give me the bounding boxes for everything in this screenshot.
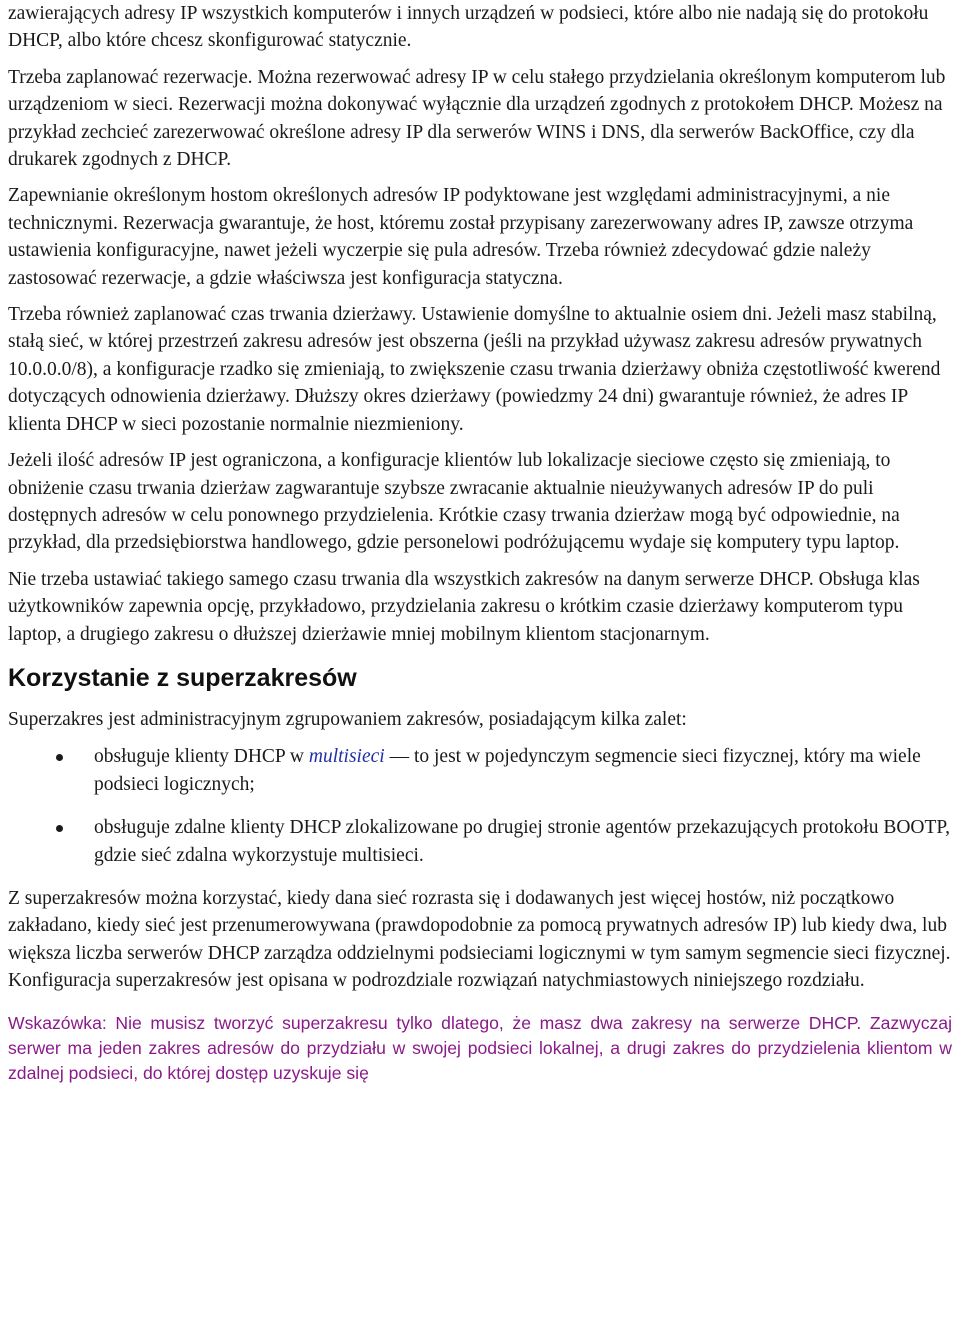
paragraph-superscope-usage: Z superzakresów można korzystać, kiedy dana sieć rozrasta się i dodawanych jest więcej hostów, niż początkowo zakładano, kiedy sieć jest przenumerowywana (prawdopodobnie za pomocą prywatnych adresów IP) lub kiedy dwa, lub większa liczba serwerów DHCP zarządza oddzielnymi podsieciami logicznymi w tym samym segmencie sieci fizycznej. Konfiguracja superzakresów jest opisana w podrozdziale rozwiązań natychmiastowych niniejszego rozdziału.: [8, 887, 951, 992]
paragraph-user-classes: Nie trzeba ustawiać takiego samego czasu trwania dla wszystkich zakresów na danym serwerze DHCP. Obsługa klas użytkowników zapewnia opcję, przykładowo, przydzielania zakresu o krótkim czasie dzierżawy komputerom typu laptop, a drugiego zakresu o dłuższej dzierżawie mniej mobilnym klientom stacjonarnym.: [8, 568, 920, 645]
bullet-icon: [56, 825, 63, 832]
section-intro: Superzakres jest administracyjnym zgrupowaniem zakresów, posiadającym kilka zalet:: [8, 708, 687, 730]
paragraph-continuation: zawierających adresy IP wszystkich komputerów i innych urządzeń w podsieci, które albo nie nadają się do protokołu DHCP, albo które chcesz skonfigurować statycznie.: [8, 3, 929, 52]
paragraph-limited-addresses: Jeżeli ilość adresów IP jest ograniczona, a konfiguracje klientów lub lokalizacje sieciowe często się zmieniają, to obniżenie czasu trwania dzierżaw zagwarantuje szybsze zwracanie aktualnie nieużywanych adresów IP do puli dostępnych adresów w celu ponownego przydzielenia. Krótkie czasy trwania dzierżaw mogą być odpowiednie, na przykład, dla przedsiębiorstwa handlowego, gdzie personelowi podróżującemu wydaje się komputery typu laptop.: [8, 450, 900, 554]
list-item: [8, 743, 952, 798]
multisieci-term-link[interactable]: multisieci: [308, 746, 385, 768]
list-item-text: obsługuje zdalne klienty DHCP zlokalizowane po drugiej stronie agentów przekazujących protokołu BOOTP, gdzie sieć zdalna wykorzystuje multisieci.: [94, 817, 950, 866]
paragraph-lease-duration: Trzeba również zaplanować czas trwania dzierżawy. Ustawienie domyślne to aktualnie osiem dni. Jeżeli masz stabilną, stałą sieć, w której przestrzeń zakresu adresów jest obszerna (jeśli na przykład używasz zakresu adresów prywatnych 10.0.0.0/8), a konfiguracje rzadko się zmieniają, to zwiększenie czasu trwania dzierżawy obniża częstotliwość kwerend dotyczących odnowienia dzierżawy. Dłuższy okres dzierżawy (powiedzmy 24 dni) gwarantuje również, że adres IP klienta DHCP w sieci pozostanie normalnie niezmieniony.: [8, 304, 941, 435]
tip-note: Wskazówka: Nie musisz tworzyć superzakresu tylko dlatego, że masz dwa zakresy na serwerze DHCP. Zazwyczaj serwer ma jeden zakres adresów do przydziału w swojej podsieci lokalnej, a drugi zakres do przydzielenia klientom w zdalnej podsieci, do której dostęp uzyskuje się: [8, 1012, 952, 1083]
paragraph-reservations: Trzeba zaplanować rezerwacje. Można rezerwować adresy IP w celu stałego przydzielania określonym komputerom lub urządzeniom w sieci. Rezerwacji można dokonywać wyłącznie dla urządzeń zgodnych z protokołem DHCP. Możesz na przykład zechcieć zarezerwować określone adresy IP dla serwerów WINS i DNS, dla serwerów BackOffice, czy dla drukarek zgodnych z DHCP.: [8, 66, 946, 171]
list-item-text-after: — to jest w pojedynczym segmencie sieci fizycznej, który ma wiele podsieci logicznych;: [94, 746, 921, 795]
list-item: [8, 814, 952, 869]
section-heading: Korzystanie z superzakresów: [8, 663, 357, 692]
advantages-list: [8, 743, 952, 869]
list-item-text-before: obsługuje klienty DHCP w: [94, 746, 309, 768]
paragraph-reservation-guarantee: Zapewnianie określonym hostom określonych adresów IP podyktowane jest względami administracyjnymi, a nie technicznymi. Rezerwacja gwarantuje, że host, któremu został przypisany zarezerwowany adres IP, zawsze otrzyma ustawienia konfiguracyjne, nawet jeżeli wyczerpie się pula adresów. Trzeba również zdecydować gdzie należy zastosować rezerwacje, a gdzie właściwsza jest konfiguracja statyczna.: [8, 185, 914, 289]
bullet-icon: [56, 754, 63, 761]
